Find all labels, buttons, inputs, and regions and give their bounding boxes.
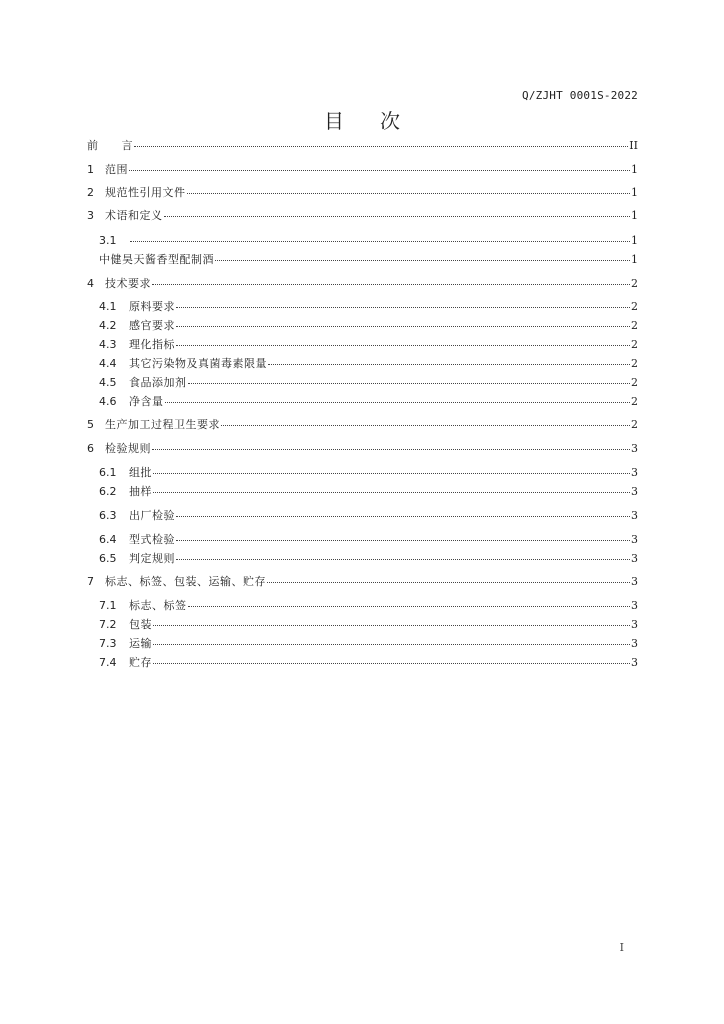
toc-entry-page: 3 xyxy=(631,637,638,650)
toc-entry[interactable] xyxy=(99,300,638,314)
toc-entry[interactable] xyxy=(87,277,638,291)
toc-leader-dots xyxy=(164,216,631,217)
toc-leader-dots xyxy=(176,307,630,308)
page-number: I xyxy=(619,941,624,954)
toc-entry-label: 净含量 xyxy=(129,395,164,408)
toc-entry[interactable] xyxy=(99,466,638,480)
toc-entry-number: 5 xyxy=(87,418,94,431)
toc-leader-dots xyxy=(267,582,630,583)
toc-entry[interactable] xyxy=(99,509,638,523)
toc-leader-dots xyxy=(129,170,630,171)
toc-entry-label: 规范性引用文件 xyxy=(105,186,186,199)
toc-entry-number: 6 xyxy=(87,442,94,455)
toc-entry-number: 6.2 xyxy=(99,485,117,498)
toc-entry[interactable] xyxy=(99,319,638,333)
toc-entry-number: 7.3 xyxy=(99,637,117,650)
toc-entry[interactable] xyxy=(99,599,638,613)
toc-entry-label: 感官要求 xyxy=(129,319,175,332)
toc-entry-number: 6.4 xyxy=(99,533,117,546)
toc-entry-page: 2 xyxy=(631,395,638,408)
toc-entry-page: 3 xyxy=(631,618,638,631)
toc-entry-label: 范围 xyxy=(105,163,128,176)
toc-entry[interactable] xyxy=(99,357,638,371)
toc-leader-dots xyxy=(176,326,630,327)
toc-leader-dots xyxy=(152,449,630,450)
toc-entry[interactable] xyxy=(87,139,638,153)
toc-entry-page: 1 xyxy=(631,253,638,266)
toc-entry-label: 术语和定义 xyxy=(105,209,163,222)
toc-entry-page: 2 xyxy=(631,376,638,389)
toc-entry-label: 抽样 xyxy=(129,485,152,498)
toc-entry-page: 2 xyxy=(631,357,638,370)
toc-entry-page: II xyxy=(629,139,638,152)
toc-entry[interactable] xyxy=(99,395,638,409)
toc-leader-dots xyxy=(187,193,631,194)
toc-entry-label: 包装 xyxy=(129,618,152,631)
toc-entry-number: 6.5 xyxy=(99,552,117,565)
toc-entry-label: 检验规则 xyxy=(105,442,151,455)
toc-entry-page: 3 xyxy=(631,575,638,588)
toc-entry-page: 3 xyxy=(631,509,638,522)
toc-entry-label: 理化指标 xyxy=(129,338,175,351)
toc-entry-number: 7.4 xyxy=(99,656,117,669)
toc-entry-label: 中健昊天酱香型配制酒 xyxy=(99,253,214,266)
toc-entry[interactable] xyxy=(87,442,638,456)
toc-entry[interactable] xyxy=(99,637,638,651)
toc-entry-number: 3 xyxy=(87,209,94,222)
toc-entry[interactable] xyxy=(99,338,638,352)
toc-leader-dots xyxy=(215,260,630,261)
toc-entry-label: 运输 xyxy=(129,637,152,650)
toc-entry-label: 生产加工过程卫生要求 xyxy=(105,418,220,431)
toc-entry-label: 标志、标签 xyxy=(129,599,187,612)
toc-leader-dots xyxy=(130,241,630,242)
toc-entry-label: 判定规则 xyxy=(129,552,175,565)
toc-leader-dots xyxy=(153,492,630,493)
toc-leader-dots xyxy=(188,383,631,384)
toc-entry[interactable] xyxy=(99,234,638,248)
toc-leader-dots xyxy=(176,516,630,517)
toc-entry-page: 1 xyxy=(631,234,638,247)
toc-entry-label: 标志、标签、包装、运输、贮存 xyxy=(105,575,266,588)
toc-entry[interactable] xyxy=(99,376,638,390)
toc-entry-label: 出厂检验 xyxy=(129,509,175,522)
toc-entry[interactable] xyxy=(99,656,638,670)
toc-entry-number: 4.1 xyxy=(99,300,117,313)
toc-entry-page: 3 xyxy=(631,442,638,455)
toc-entry[interactable] xyxy=(99,253,638,267)
toc-entry[interactable] xyxy=(99,618,638,632)
toc-entry[interactable] xyxy=(87,418,638,432)
toc-leader-dots xyxy=(176,345,630,346)
toc-entry-number: 7.1 xyxy=(99,599,117,612)
toc-entry-number: 4.3 xyxy=(99,338,117,351)
toc-entry[interactable] xyxy=(99,552,638,566)
toc-entry-page: 3 xyxy=(631,552,638,565)
toc-entry-page: 3 xyxy=(631,533,638,546)
toc-leader-dots xyxy=(165,402,631,403)
toc-leader-dots xyxy=(221,425,630,426)
toc-entry[interactable] xyxy=(87,186,638,200)
toc-entry-label: 食品添加剂 xyxy=(129,376,187,389)
toc-entry-page: 1 xyxy=(631,209,638,222)
toc-entry[interactable] xyxy=(99,533,638,547)
toc-leader-dots xyxy=(153,644,630,645)
page-title: 目次 xyxy=(324,109,436,133)
document-code: Q/ZJHT 0001S-2022 xyxy=(522,89,638,102)
toc-entry-number: 4.2 xyxy=(99,319,117,332)
toc-entry-number: 2 xyxy=(87,186,94,199)
toc-entry[interactable] xyxy=(87,209,638,223)
toc-entry-label: 技术要求 xyxy=(105,277,151,290)
toc-leader-dots xyxy=(134,146,628,147)
toc-entry-page: 2 xyxy=(631,418,638,431)
toc-entry-label: 组批 xyxy=(129,466,152,479)
toc-leader-dots xyxy=(188,606,631,607)
toc-entry-label: 前 言 xyxy=(87,139,133,152)
toc-entry-number: 4.5 xyxy=(99,376,117,389)
toc-entry-number: 6.3 xyxy=(99,509,117,522)
toc-entry[interactable] xyxy=(87,575,638,589)
toc-entry-number: 1 xyxy=(87,163,94,176)
toc-entry[interactable] xyxy=(87,163,638,177)
toc-leader-dots xyxy=(153,663,630,664)
toc-entry-page: 3 xyxy=(631,466,638,479)
toc-entry-page: 3 xyxy=(631,656,638,669)
toc-entry-label: 其它污染物及真菌毒素限量 xyxy=(129,357,267,370)
toc-entry-label: 原料要求 xyxy=(129,300,175,313)
toc-leader-dots xyxy=(268,364,630,365)
toc-entry-page: 3 xyxy=(631,599,638,612)
toc-entry-number: 7 xyxy=(87,575,94,588)
toc-entry-number: 6.1 xyxy=(99,466,117,479)
toc-entry-page: 2 xyxy=(631,300,638,313)
toc-entry-number: 4.4 xyxy=(99,357,117,370)
toc-entry-number: 4.6 xyxy=(99,395,117,408)
toc-entry-label: 型式检验 xyxy=(129,533,175,546)
toc-entry-number: 7.2 xyxy=(99,618,117,631)
toc-leader-dots xyxy=(152,284,630,285)
toc-entry-page: 3 xyxy=(631,485,638,498)
toc-entry-number: 3.1 xyxy=(99,234,117,247)
toc-leader-dots xyxy=(153,625,630,626)
toc-entry-label: 贮存 xyxy=(129,656,152,669)
toc-entry-page: 2 xyxy=(631,277,638,290)
toc-entry-page: 1 xyxy=(631,186,638,199)
toc-entry-page: 1 xyxy=(631,163,638,176)
toc-entry-page: 2 xyxy=(631,338,638,351)
toc-entry-page: 2 xyxy=(631,319,638,332)
toc-entry-number: 4 xyxy=(87,277,94,290)
toc-leader-dots xyxy=(176,559,630,560)
toc-leader-dots xyxy=(176,540,630,541)
toc-entry[interactable] xyxy=(99,485,638,499)
toc-leader-dots xyxy=(153,473,630,474)
